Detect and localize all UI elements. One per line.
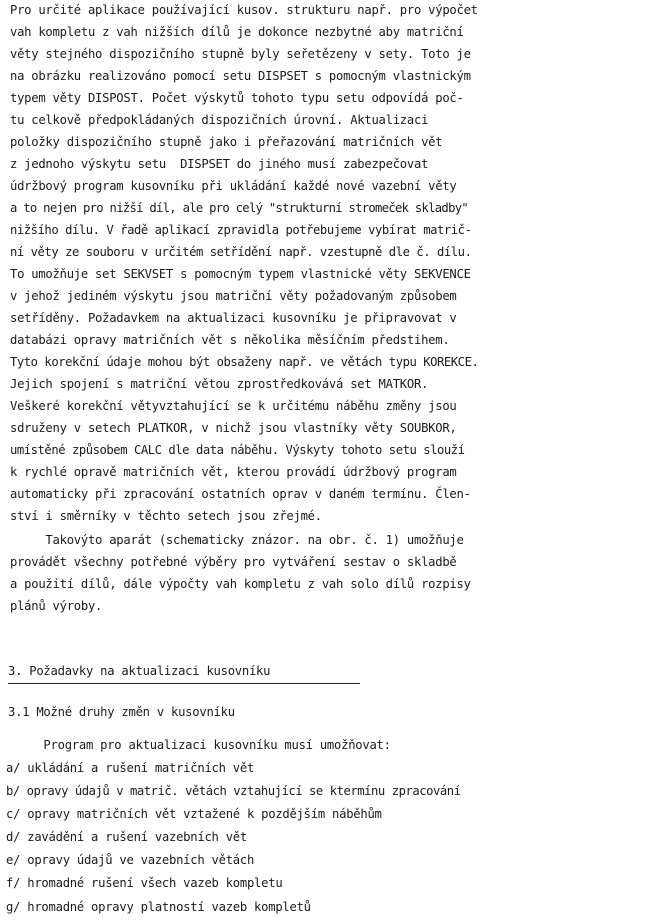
paragraph1-line: To umožňuje set SEKVSET s pomocným typem vlastnické věty SEKVENCE bbox=[10, 267, 471, 281]
paragraph2-line: provádět všechny potřebné výběry pro vytváření sestav o skladbě bbox=[10, 555, 457, 569]
paragraph1-line: z jednoho výskytu setu DISPSET do jiného musí zabezpečovat bbox=[10, 157, 429, 171]
paragraph1-line: věty stejného dispozičního stupně byly seřetězeny v sety. Toto je bbox=[10, 47, 471, 61]
list-item: c/ opravy matričních vět vztažené k pozdějším náběhům bbox=[6, 807, 382, 821]
list-item: f/ hromadné rušení všech vazeb kompletu bbox=[6, 876, 283, 890]
paragraph1-line: tu celkově předpokládaných dispozičních úrovní. Aktualizaci bbox=[10, 113, 429, 127]
list-item: a/ ukládání a rušení matričních vět bbox=[6, 761, 255, 775]
paragraph2-line: a použití dílů, dále výpočty vah kompletu z vah solo dílů rozpisy bbox=[10, 577, 471, 591]
paragraph1-line: údržbový program kusovníku při ukládání každé nové vazební věty bbox=[10, 179, 457, 193]
paragraph2-line: plánů výroby. bbox=[10, 599, 103, 613]
paragraph1-line: typem věty DISPOST. Počet výskytů tohoto typu setu odpovídá poč- bbox=[10, 91, 464, 105]
paragraph1-line: Tyto korekční údaje mohou být obsaženy např. ve větách typu KOREKCE. bbox=[10, 355, 479, 369]
paragraph1-line: na obrázku realizováno pomocí setu DISPSET s pomocným vlastnickým bbox=[10, 69, 471, 83]
list-item: d/ zavádění a rušení vazebních vět bbox=[6, 830, 247, 844]
paragraph1-line: vah kompletu z vah nižších dílů je dokonce nezbytné aby matriční bbox=[10, 25, 464, 39]
list-item: g/ hromadné opravy platností vazeb kompletů bbox=[6, 900, 311, 914]
paragraph1-line: k rychlé opravě matričních vět, kterou provádí údržbový program bbox=[10, 465, 457, 479]
paragraph1-line: a to nejen pro nižší díl, ale pro celý "strukturní stromeček skladby" bbox=[10, 201, 468, 215]
paragraph1-line: v jehož jediném výskytu jsou matriční věty požadovaným způsobem bbox=[10, 289, 457, 303]
paragraph1-line: nižšího dílu. V řadě aplikací zpravidla potřebujeme vybírat matrič- bbox=[10, 223, 472, 237]
paragraph2-line: Takovýto aparát (schematicky znázor. na obr. č. 1) umožňuje bbox=[10, 533, 464, 547]
paragraph1-line: databázi opravy matričních vět s několika měsíčním předstihem. bbox=[10, 333, 450, 347]
list-item: e/ opravy údajů ve vazebních větách bbox=[6, 853, 255, 867]
paragraph1-line: položky dispozičního stupně jako i přeřazování matričních vět bbox=[10, 135, 443, 149]
paragraph1-line: Jejich spojení s matriční větou zprostředkovává set MATKOR. bbox=[10, 377, 429, 391]
list-intro: Program pro aktualizaci kusovníku musí umožňovat: bbox=[8, 738, 391, 752]
paragraph1-line: Veškeré korekční větyvztahující se k určitému náběhu změny jsou bbox=[10, 399, 457, 413]
subsection-heading: 3.1 Možné druhy změn v kusovníku bbox=[8, 705, 235, 719]
list-item: b/ opravy údajů v matrič. větách vztahující se ktermínu zpracování bbox=[6, 784, 461, 798]
paragraph1-line: umístěné způsobem CALC dle data náběhu. Výskyty tohoto setu slouží bbox=[10, 443, 465, 457]
paragraph1-line: automaticky při zpracování ostatních oprav v daném termínu. Člen- bbox=[10, 487, 471, 501]
paragraph1-line: Pro určité aplikace používající kusov. strukturu např. pro výpočet bbox=[10, 3, 478, 17]
section-heading-underline bbox=[8, 683, 360, 684]
paragraph1-line: ství i směrníky v těchto setech jsou zřejmé. bbox=[10, 509, 322, 523]
paragraph1-line: sdruženy v setech PLATKOR, v nichž jsou vlastníky věty SOUBKOR, bbox=[10, 421, 457, 435]
paragraph1-line: ní věty ze souboru v určitém setřídění např. vzestupně dle č. dílu. bbox=[10, 245, 472, 259]
section-heading: 3. Požadavky na aktualizaci kusovníku bbox=[8, 664, 271, 678]
paragraph1-line: setříděny. Požadavkem na aktualizaci kusovníku je připravovat v bbox=[10, 311, 457, 325]
